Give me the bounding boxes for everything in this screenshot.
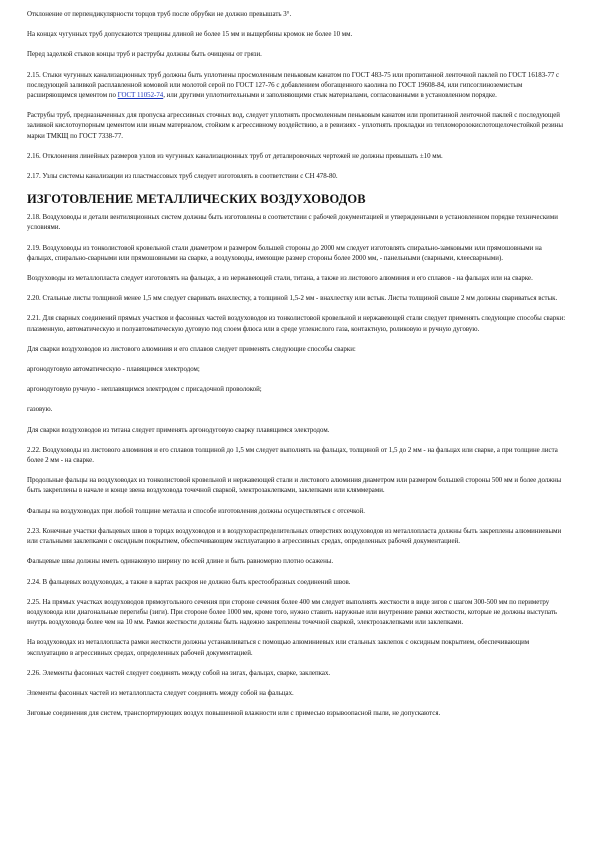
paragraph-2-22: 2.22. Воздуховоды из листового алюминия и его сплавов толщиной до 1,5 мм следует выполнять на фальцах, толщиной от 1,5 до 2 мм - на фальцах или сварке, а при толщине листа более 2 мм - на сварке. bbox=[27, 446, 558, 465]
paragraph: Элементы фасонных частей из металлопласта следует соединять между собой на фальцах. bbox=[27, 689, 294, 697]
paragraph-2-15 bbox=[27, 71, 568, 102]
paragraph-2-18: 2.18. Воздуховоды и детали вентиляционных систем должны быть изготовлены в соответствии с рабочей документацией и утвержденными в установленном порядке техническими условиями. bbox=[27, 214, 558, 232]
gost-11052-74-link[interactable]: ГОСТ 11052-74 bbox=[117, 92, 164, 100]
paragraph: На воздуховодах из металлопласта рамки жесткости должны устанавливаться с помощью алюминиевых или стальных заклепок с оксидным покрытием, обеспечивающим эксплуатацию в агрессивных средах, определенных рабочей документацией. bbox=[27, 639, 530, 657]
paragraph: Отклонение от перпендикулярности торцов труб после обрубки не должно превышать 3°. bbox=[27, 11, 292, 18]
paragraph-2-26: 2.26. Элементы фасонных частей следует соединять между собой на зигах, фальцах, сварке, заклепках. bbox=[27, 669, 331, 677]
paragraph: Продольные фальцы на воздуховодах из тонколистовой кровельной и нержавеющей стали и листового алюминия диаметром или размером большей стороны 500 мм и более должны быть закреплены в начале и конце звена воздуховода точечной сваркой, электрозаклепками, заклепками или кляммерами. bbox=[27, 477, 562, 495]
paragraph: На концах чугунных труб допускаются трещины длиной не более 15 мм и выщербины кромок не более 10 мм. bbox=[27, 31, 353, 39]
paragraph-2-16: 2.16. Отклонения линейных размеров узлов из чугунных канализационных труб от деталировочных чертежей не должны превышать ±10 мм. bbox=[27, 152, 443, 160]
paragraph-text: , или другими уплотнительными и заполняющими стык материалами, согласованными в установленном порядке. bbox=[163, 92, 497, 100]
list-item: аргонодуговую ручную - неплавящимся электродом с присадочной проволокой; bbox=[27, 386, 262, 394]
paragraph-text: 2.15. Стыки чугунных канализационных труб должны быть уплотнены просмоленным пеньковым канатом по ГОСТ 483-75 или пропитанной ленточной паклей по ГОСТ 16183-77 с последующей заливкой расплавленной комовой или молотой серой по ГОСТ 127-76 с добавлением обогащенного каолина по ГОСТ 19608-84, или гипсоглиноземистым расширяющимся цементом по bbox=[27, 71, 560, 100]
paragraph-2-21: 2.21. Для сварных соединений прямых участков и фасонных частей воздуховодов из тонколистовой кровельной и нержавеющей стали следует применять следующие способы сварки: плазменную, автоматическую и полуавтоматическую дуговую под слоем флюса или в среде углекислого газа, контактную, роликовую и ручную дуговую. bbox=[27, 315, 566, 333]
list-item: газовую. bbox=[27, 406, 53, 414]
paragraph: Для сварки воздуховодов из листового алюминия и его сплавов следует применять следующие способы сварки: bbox=[27, 345, 356, 353]
paragraph: Воздуховоды из металлопласта следует изготовлять на фальцах, а из нержавеющей стали, титана, а также из листового алюминия и его сплавов - на фальцах или на сварке. bbox=[27, 275, 533, 283]
paragraph-2-17: 2.17. Узлы системы канализации из пластмассовых труб следует изготовлять в соответствии с СН 478-80. bbox=[27, 173, 338, 181]
paragraph-2-25: 2.25. На прямых участках воздуховодов прямоугольного сечения при стороне сечения более 400 мм следует выполнять жесткости в виде зигов с шагом 300-500 мм по периметру воздуховода или диагональные перегибы (зиги). При стороне более 1000 мм, кроме того, нужно ставить наружные или внутренние рамки жесткости, которые не должны выступать внутрь воздуховода более чем на 10 мм. Рамки жесткости должны быть надежно закреплены точечной сваркой, электрозаклепками или заклепками. bbox=[27, 598, 558, 627]
paragraph-2-20: 2.20. Стальные листы толщиной менее 1,5 мм следует сваривать внахлестку, а толщиной 1,5-2 мм - внахлестку или встык. Листы толщиной свыше 2 мм должны свариваться встык. bbox=[27, 295, 558, 303]
paragraph: Раструбы труб, предназначенных для пропуска агрессивных сточных вод, следует уплотнять просмоленным пеньковым канатом или пропитанной ленточной паклей с последующей заливкой кислотоупорным цементом или иным материалом, стойким к агрессивному воздействию, а в ревизиях - уплотнять прокладки из тепломорозокислотощелочестойкой резины марки ТМКЩ по ГОСТ 7338-77. bbox=[27, 112, 563, 140]
paragraph-2-19: 2.19. Воздуховоды из тонколистовой кровельной стали диаметром и размером большей стороны до 2000 мм следует изготовлять спирально-замковыми или прямошовными на фальцах, спирально-сварными или прямошовными на сварке, а воздуховоды, имеющие размер стороны более 2000 мм, - панельными (сварными, клеесварными). bbox=[27, 244, 542, 262]
list-item: аргонодуговую автоматическую - плавящимся электродом; bbox=[27, 366, 200, 374]
paragraph-2-23: 2.23. Конечные участки фальцевых швов в торцах воздуховодов и в воздухораспределительных отверстиях воздуховодов из металлопласта должны быть закреплены алюминиевыми или стальными заклепками с оксидным покрытием, обеспечивающим эксплуатацию в агрессивных средах, определенных рабочей документацией. bbox=[27, 527, 562, 546]
section-heading: ИЗГОТОВЛЕНИЕ МЕТАЛЛИЧЕСКИХ ВОЗДУХОВОДОВ bbox=[27, 192, 366, 207]
paragraph: Зиговые соединения для систем, транспортирующих воздух повышенной влажности или с примесью взрывоопасной пыли, не допускаются. bbox=[27, 710, 441, 718]
paragraph-2-24: 2.24. В фальцевых воздуховодах, а также в картах раскроя не должно быть крестообразных соединений швов. bbox=[27, 578, 351, 586]
paragraph: Перед заделкой стыков концы труб и раструбы должны быть очищены от грязи. bbox=[27, 51, 262, 59]
paragraph: Фальцы на воздуховодах при любой толщине металла и способе изготовления должны осуществляться с отсечкой. bbox=[27, 507, 365, 515]
paragraph: Фальцевые швы должны иметь одинаковую ширину по всей длине и быть равномерно плотно осажены. bbox=[27, 558, 334, 566]
paragraph: Для сварки воздуховодов из титана следует применять аргонодуговую сварку плавящимся электродом. bbox=[27, 426, 330, 434]
